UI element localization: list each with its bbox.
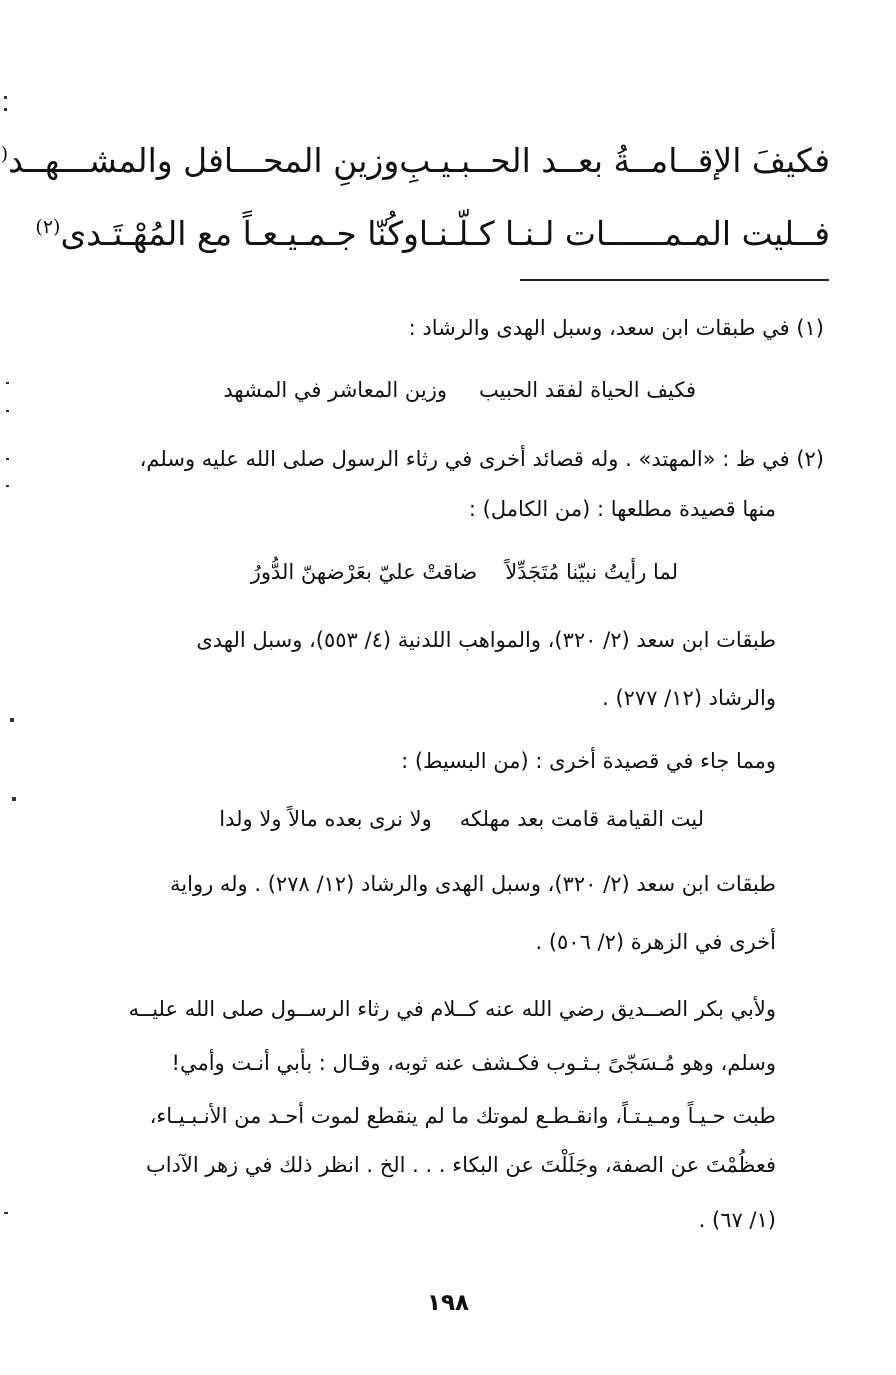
footnote-2-intro-2: ومما جاء في قصيدة أخرى : (من البسيط) : [401,749,776,773]
page-number: ١٩٨ [426,1290,470,1316]
footnote-2-poem-2-second: ولا نرى بعده مالاً ولا ولدا [219,807,432,831]
scan-mark [6,382,9,384]
verse-1-second-hemistich: وزينِ المحـــافل والمشـــهــد [8,141,400,180]
footnote-ref-1: ( [0,143,9,165]
verse-2-second-hemistich-wrap [35,214,418,253]
final-paragraph-line-3: طبت حـيـاً ومـيـتـاً، وانقـطـع لموتك ما لم ينقطع لموت أحـد من الأنـبـيـاء، [149,1104,776,1128]
scan-mark [6,485,9,487]
verse-1-first-hemistich: فكيفَ الإقــامــةُ بعــد الحــبـيـبِ [399,141,830,180]
scan-mark [12,797,16,801]
footnote-2-ref-1-line-2: والرشاد (١٢/ ٢٧٧) . [602,686,776,710]
footnote-separator [520,279,829,281]
footnote-2-ref-2-line-2: أخرى في الزهرة (٢/ ٥٠٦) . [535,930,776,954]
scan-mark [6,410,9,412]
final-paragraph-line-4: فعظُمْتَ عن الصفة، وجَلَلْتَ عن البكاء . . . الخ . انظر ذلك في زهر الآداب [145,1153,776,1177]
scan-mark [4,1212,8,1214]
scan-mark [10,718,14,722]
footnote-2-poem-2 [219,807,704,831]
footnote-ref-2: (٢) [35,216,61,238]
footnote-2-line-2: منها قصيدة مطلعها : (من الكامل) : [468,497,776,521]
footnote-1-intro: (١) في طبقات ابن سعد، وسبل الهدى والرشاد : [408,316,824,340]
footnote-2-poem-1-first: لما رأيتُ نبيّنا مُتَجَدِّلاً [505,560,678,584]
footnote-2-poem-2-first: ليت القيامة قامت بعد مهلكه [459,807,704,831]
final-paragraph-line-1: ولأبي بكر الصــديق رضي الله عنه كــلام في رثاء الرســول صلى الله عليــه [128,997,776,1021]
scan-mark [6,458,9,460]
footnote-1-poem-first: فكيف الحياة لفقد الحبيب [478,378,696,402]
footnote-2-ref-1-line-1: طبقات ابن سعد (٢/ ٣٢٠)، والمواهب اللدنية (٤/ ٥٥٣)، وسبل الهدى [196,628,776,652]
verse-2-second-hemistich: وكُنّا جـمـيـعـاً مع المُهْـتَـدى [60,214,419,253]
verse-1-second-hemistich-wrap [0,141,399,180]
footnote-2-poem-1-second: ضاقتْ عليّ بعَرْضهنّ الدُّورُ [250,560,478,584]
footnote-2-line-1: (٢) في ظ : «المهتد» . وله قصائد أخرى في رثاء الرسول صلى الله عليه وسلم، [139,447,824,471]
final-paragraph-line-2: وسلم، وهو مُـسَجّىً بـثـوب فكـشف عنه ثوبه، وقـال : بأبي أنـت وأمي! [171,1051,776,1075]
footnote-1-poem [223,378,696,402]
footnote-1-poem-second: وزين المعاشر في المشهد [223,378,447,402]
scan-mark [4,96,7,99]
final-paragraph-line-5: (١/ ٦٧) . [698,1208,776,1232]
footnote-2-poem-1 [251,560,678,584]
verse-2-first-hemistich: فــليت المـمــــــات لـنـا كـلّـنـا [418,214,830,253]
verse-2 [35,193,830,253]
scan-mark [4,108,7,111]
verse-1 [0,120,830,180]
footnote-2-ref-2-line-1: طبقات ابن سعد (٢/ ٣٢٠)، وسبل الهدى والرشاد (١٢/ ٢٧٨) . وله رواية [170,872,776,896]
